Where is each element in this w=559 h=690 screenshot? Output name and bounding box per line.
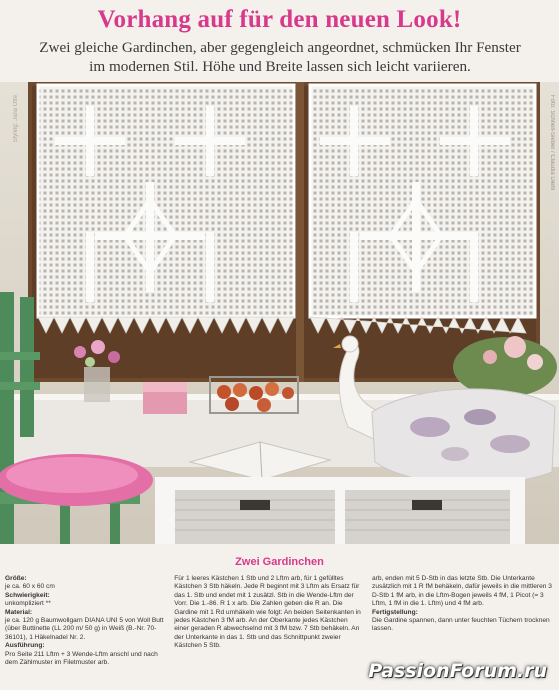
material-value: je ca. 120 g Baumwollgarn DIANA UNI 5 von Woll Butt (über Buttinette (LL 200 m/ 50 g) in Weiß (B.-Nr. 70-36101), 1 Häkelnadel Nr. 2. bbox=[5, 617, 164, 641]
instructions-column-1 bbox=[5, 575, 165, 667]
instructions-column-3 bbox=[372, 575, 559, 667]
wicker-cabinet bbox=[155, 477, 525, 544]
finishing-value: Die Gardine spannen, dann unter feuchten Tüchern trocknen lassen. bbox=[372, 617, 550, 633]
execution-label: Ausführung: bbox=[5, 642, 45, 650]
column-2-text: Für 1 leeres Kästchen 1 Stb und 2 Lftm arb, für 1 gefülltes Kästchen 3 Stb häkeln. Jede R beginnt mit 3 Lftm als Ersatz für das 1. Stb und endet mit 1 zusätzl. Stb in die Wende-Lftm der Vorr. Die 1.-86. R 1 x arb. Die Zahlen geben die R an. Die Gardine mit 1 Rd umhäkeln wie folgt: An beiden Seitenkanten in jedes Kästchen 3 fM arb. An der Oberkante jedes Kästchen einer geraden R abwechselnd mit 3 fM bzw. 7 Stb behäkeln. An der Unterkante in das 1. Stb und das Schnittpunkt zweier Kästchen 5 Stb. bbox=[174, 575, 361, 650]
page-headline: Vorhang auf für den neuen Look! bbox=[97, 6, 462, 33]
difficulty-label: Schwierigkeit: bbox=[5, 591, 50, 599]
crochet-curtain-photo-illustration bbox=[0, 82, 559, 544]
site-watermark: PassionForum.ru bbox=[368, 660, 547, 682]
floral-cushion bbox=[372, 389, 555, 485]
column-3-text: arb, enden mit 5 D-Stb in das letzte Stb. Die Unterkante zusätzlich mit 1 R fM behäkeln, dafür jeweils in die mittleren 3 D-Stb 1 fM arb, in die Lftm-Bogen jeweils 4 fM, 1 Picot (= 3 Lftm, 1 fM in die 1. Lftm) und 4 fM arb. bbox=[372, 575, 552, 608]
section-caption: Zwei Gardinchen bbox=[235, 556, 324, 568]
right-curtain bbox=[310, 85, 535, 333]
size-value: je ca. 60 x 60 cm bbox=[5, 583, 55, 591]
material-label: Material: bbox=[5, 608, 33, 616]
difficulty-value: unkompliziert ** bbox=[5, 600, 51, 608]
curtain-photo bbox=[0, 82, 559, 544]
left-curtain bbox=[38, 85, 294, 333]
intro-paragraph: Zwei gleiche Gardinchen, aber gegengleich angeordnet, schmücken Ihr Fenster im modernen Stil. Höhe und Breite lassen sich leicht variieren. bbox=[39, 39, 521, 75]
photo-credit: Foto: Schnell-Sieber / Claudia Diehl bbox=[549, 95, 555, 191]
size-label: Größe: bbox=[5, 575, 27, 582]
instructions-text bbox=[5, 575, 559, 667]
instructions-column-2 bbox=[174, 575, 363, 667]
styling-credit: Styling: Jana Otte bbox=[13, 95, 19, 143]
finishing-label: Fertigstellung: bbox=[372, 608, 418, 616]
execution-value: Pro Seite 211 Lftm + 3 Wende-Lftm anschl und nach dem Zählmuster im Filetmuster arb. bbox=[5, 650, 158, 667]
